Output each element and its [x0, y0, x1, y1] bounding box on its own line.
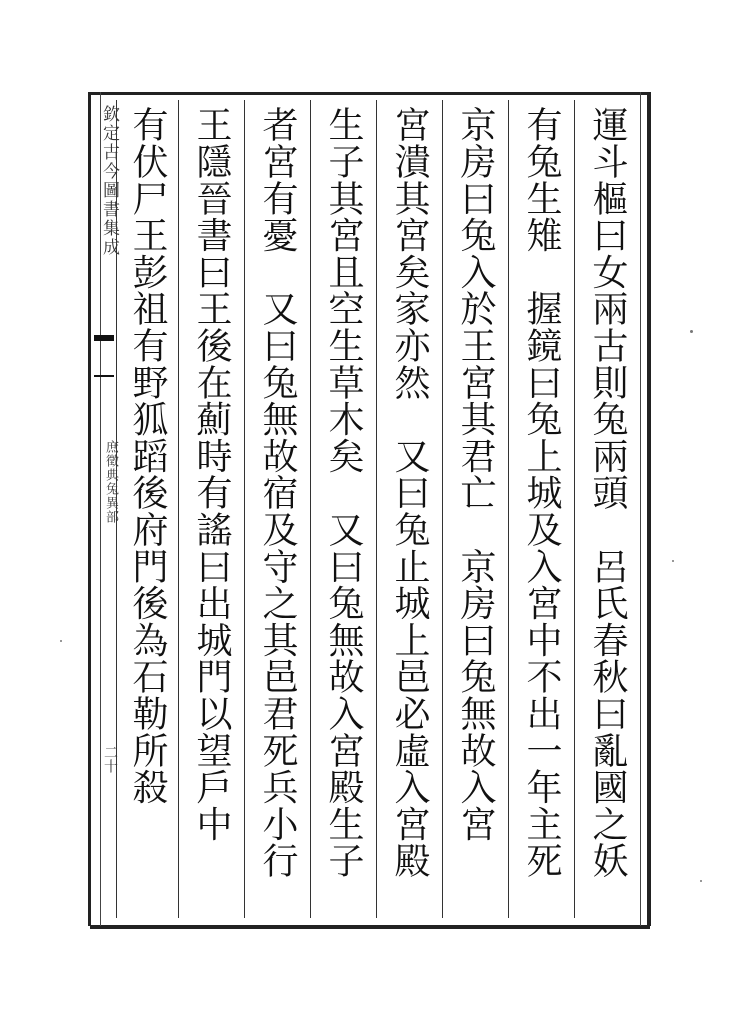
column-rule [442, 100, 443, 918]
scan-speck [60, 640, 62, 642]
column-rule [310, 100, 311, 918]
frame-right-inner-border [640, 92, 641, 926]
column-rule [178, 100, 179, 918]
margin-book-title: 欽定古今圖書集成 [99, 105, 119, 257]
frame-right-border [647, 92, 651, 926]
scan-speck [672, 560, 674, 562]
text-column-4: 宮潰其宮矣家亦然 又曰兔止城上邑必虛入宮殿 [389, 106, 430, 879]
text-column-7: 王隱晉書曰王後在薊時有謠曰出城門以望戶中 [191, 106, 232, 842]
page-frame [90, 92, 650, 929]
scan-speck [690, 330, 693, 333]
margin-section-title: 庶徵典兔異部 [103, 440, 118, 524]
column-rule [376, 100, 377, 918]
fish-tail-mark-icon [94, 335, 114, 377]
text-column-8: 有伏尸王彭祖有野狐蹈後府門後為石勒所殺 [127, 106, 168, 806]
text-column-2: 有兔生雉 握鏡曰兔上城及入宮中不出一年主死 [521, 106, 562, 879]
text-column-6: 者宮有憂 又曰兔無故宿及守之其邑君死兵小行 [257, 106, 298, 879]
text-column-5: 生子其宮且空生草木矣 又曰兔無故入宮殿生子 [323, 106, 364, 879]
text-column-3: 京房曰兔入於王宮其君亡 京房曰兔無故入宮 [455, 106, 496, 842]
column-rule [574, 100, 575, 918]
text-column-1: 運斗樞曰女兩古則兔兩頭 呂氏春秋曰亂國之妖 [587, 106, 628, 879]
frame-left-border [88, 92, 91, 926]
margin-page-number: 二十 [102, 745, 118, 773]
column-rule [244, 100, 245, 918]
scan-speck [700, 880, 702, 882]
column-rule [508, 100, 509, 918]
